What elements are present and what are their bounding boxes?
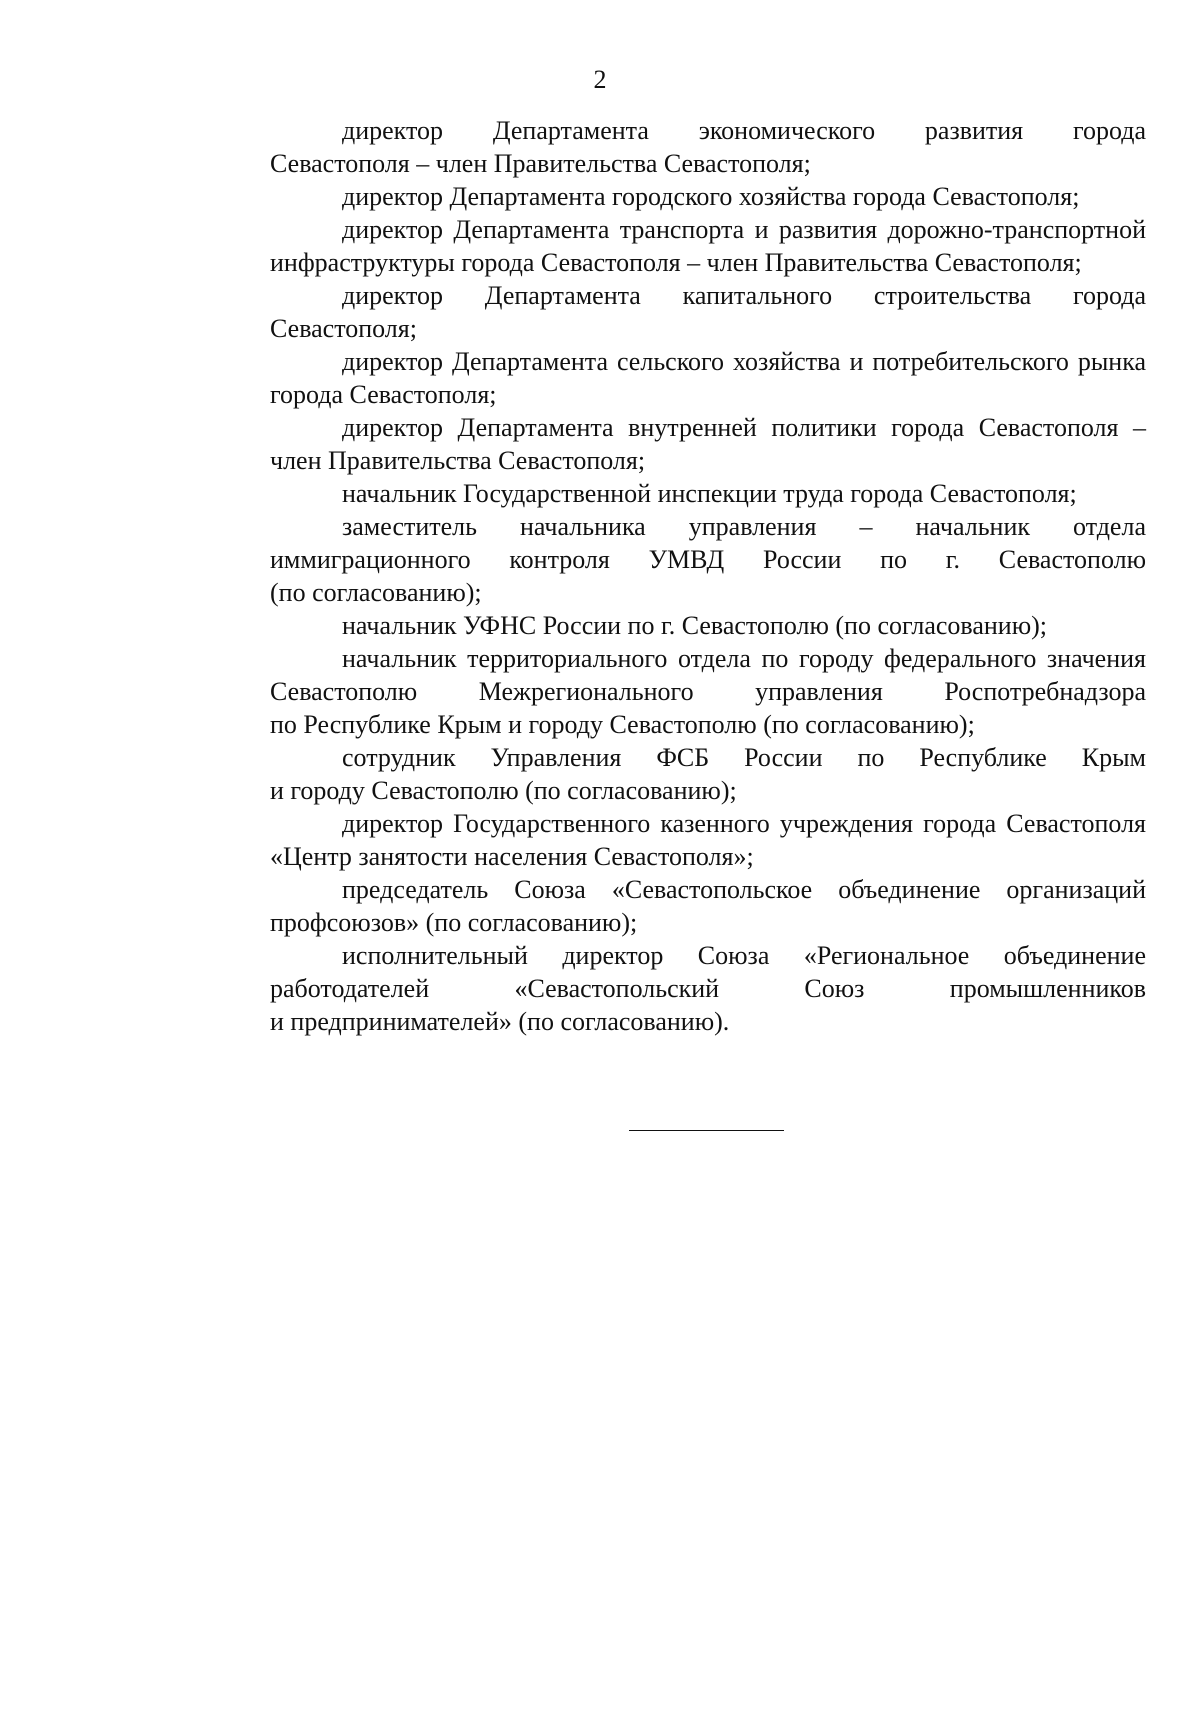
- list-item: [198, 939, 1146, 1038]
- list-item: [198, 279, 1146, 345]
- page-number: 2: [593, 65, 607, 94]
- list-item-line: иммиграционного контроля УМВД России по г. Севастополю: [270, 545, 1146, 574]
- list-item-line: директор Департамента городского хозяйства города Севастополя;: [342, 182, 1080, 211]
- list-item-line: директор Департамента экономического развития города: [342, 116, 1146, 145]
- list-item-line: по Республике Крым и городу Севастополю (по согласованию);: [270, 710, 975, 739]
- list-item: [198, 609, 1146, 642]
- list-item-line: заместитель начальника управления – начальник отдела: [342, 512, 1146, 541]
- list-item-line: директор Государственного казенного учреждения города Севастополя: [342, 809, 1146, 838]
- end-of-list-rule: [629, 1130, 784, 1131]
- list-item-line: директор Департамента внутренней политики города Севастополя –: [342, 413, 1146, 442]
- list-item-line: Севастополю Межрегионального управления Роспотребнадзора: [270, 677, 1146, 706]
- list-item-line: работодателей «Севастопольский Союз промышленников: [270, 974, 1146, 1003]
- list-item-line: председатель Союза «Севастопольское объединение организаций: [342, 875, 1146, 904]
- list-item-line: профсоюзов» (по согласованию);: [270, 908, 638, 937]
- list-item: [198, 411, 1146, 477]
- list-item-line: (по согласованию);: [270, 578, 482, 607]
- list-item-line: и городу Севастополю (по согласованию);: [270, 776, 737, 805]
- list-item-line: начальник территориального отдела по городу федерального значения: [342, 644, 1146, 673]
- list-item-line: города Севастополя;: [270, 380, 497, 409]
- list-item: [198, 180, 1146, 213]
- list-item-line: начальник УФНС России по г. Севастополю (по согласованию);: [342, 611, 1048, 640]
- list-item-line: Севастополя;: [270, 314, 417, 343]
- list-item-line: директор Департамента транспорта и развития дорожно-транспортной: [342, 215, 1146, 244]
- member-list: [198, 114, 1146, 1038]
- list-item: [198, 873, 1146, 939]
- list-item-line: инфраструктуры города Севастополя – член Правительства Севастополя;: [270, 248, 1082, 277]
- list-item: [198, 213, 1146, 279]
- list-item-line: исполнительный директор Союза «Региональное объединение: [342, 941, 1146, 970]
- list-item-line: член Правительства Севастополя;: [270, 446, 646, 475]
- list-item-line: начальник Государственной инспекции труда города Севастополя;: [342, 479, 1077, 508]
- list-item-line: и предпринимателей» (по согласованию).: [270, 1007, 730, 1036]
- list-item: [198, 807, 1146, 873]
- list-item: [198, 114, 1146, 180]
- list-item: [198, 477, 1146, 510]
- list-item: [198, 642, 1146, 741]
- list-item: [198, 510, 1146, 609]
- list-item: [198, 345, 1146, 411]
- list-item-line: директор Департамента капитального строительства города: [342, 281, 1146, 310]
- list-item-line: директор Департамента сельского хозяйства и потребительского рынка: [342, 347, 1146, 376]
- list-item: [198, 741, 1146, 807]
- list-item-line: сотрудник Управления ФСБ России по Республике Крым: [342, 743, 1146, 772]
- list-item-line: Севастополя – член Правительства Севастополя;: [270, 149, 811, 178]
- list-item-line: «Центр занятости населения Севастополя»;: [270, 842, 754, 871]
